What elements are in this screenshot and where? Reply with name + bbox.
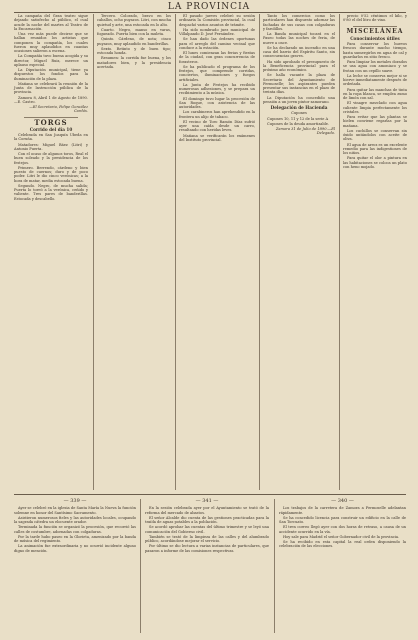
paragraph: La leche se conserva mejor si se hierve inmediatamente después de ordeñada. [343, 73, 407, 87]
paragraph: Sexto. Retinto y de buen tipo; estocada honda. [97, 46, 171, 55]
section-divider [353, 26, 397, 27]
paragraph: El tren correo llegó ayer con dos horas de retraso, a causa de un accidente ocurrido en la vía. [279, 525, 406, 534]
paragraph: El agua de arroz es un excelente remedio para las indigestiones de los niños. [343, 142, 407, 155]
column-5 [343, 14, 407, 170]
column-divider [259, 14, 260, 490]
paragraph: También se trató de la limpieza de las calles y del alumbrado público, acordándose mejorar el servicio. [145, 534, 269, 543]
paragraph: Una vez más puede decirse que se hallan reunidos los artistas que componen la compañía, los cuales fueron muy aplaudidos en cuantas ocasiones salieron a escena. [14, 32, 88, 53]
signature: —El Secretario, Felipe González Cardós. [29, 105, 88, 114]
section-heading-torgs: TORGS [34, 117, 68, 127]
paragraph: Mañana se verificarán los exámenes del Instituto provincial. [179, 133, 255, 142]
paragraph: Se ha concedido licencia para construir un edificio en la calle de San Torcuato. [279, 515, 406, 524]
paragraph: Para conservar los huevos frescos durante mucho tiempo, basta sumergirlos en agua de cal y guardarlos en sitio fresco. [343, 42, 407, 59]
section-rule [14, 494, 406, 495]
paragraph: La Junta de Festejos ha recibido numerosas adhesiones, y se prepara un recibimiento a la música. [179, 82, 255, 96]
paragraph: Mañana se celebrará la reunión de la Junta de Instrucción pública de la provincia. [14, 81, 88, 95]
column-3 [179, 14, 255, 143]
paragraph: Se acordó aprobar las cuentas del último trimestre y se leyó una comunicación del Gobierno civil. [145, 525, 269, 534]
paragraph: Primero. Berrendo, cárdeno y bien puesto de cuernos; duro y de poco poder. Litri le dio cinco verónicas; a la hora de matar, media estocada buena. [14, 165, 88, 183]
paragraph: Celebrada en San Joaquín Ubeda en la Coruña. [14, 133, 88, 142]
paragraph: La campaña del Gran teatro sigue dejando satisfecho al público, el cual acude la noche del martes al Teatro de la Encarnación. [14, 14, 88, 31]
column-4 [263, 14, 335, 137]
paragraph: Para limpiar los metales dorados se usa agua con amoniaco y se frotan con un cepillo suave. [343, 60, 407, 73]
paragraph: Ha sido aprobado el presupuesto de la Beneficencia provincial para el próximo año económico. [263, 59, 335, 72]
paragraph: Se ha declarado un incendio en una casa del barrio del Espíritu Santo, sin consecuencias graves. [263, 45, 335, 59]
paragraph: El domingo tuvo lugar la procesión de San Roque, con asistencia de las autoridades. [179, 96, 255, 109]
section-subheading: Cupones [291, 111, 307, 116]
paragraph: La Diputación municipal, tiene ya dispuestos los fondos para la iluminación de la plaza. [14, 68, 88, 81]
paragraph: Tanto los comercios como los particulares han dispuesto adornar las fachadas de sus casas con colgaduras y farolillos. [263, 14, 335, 31]
section-subheading: Conocimientos útiles [350, 35, 400, 41]
page-number: — 340 — [331, 498, 354, 504]
column-divider [274, 499, 275, 633]
paragraph: Quinto. Cárdeno, de nota; cinco puyazos, muy aplaudido en banderillas. [97, 37, 171, 46]
newspaper-title: LA PROVINCIA [167, 2, 251, 12]
paragraph: Se halla vacante la plaza de Secretario del Ayuntamiento de Fermoselle; los aspirantes pueden presentar sus instancias en el plazo de treinta días. [263, 73, 335, 95]
paragraph: El vecino de Toro Ramón Díaz sufrió ayer una caída desde un carro, resultando con heridas leves. [179, 119, 255, 133]
paragraph: Ha sido nombrado juez municipal de Villalpando D. José Fernández. [179, 27, 255, 36]
bottom-column-middle [145, 499, 269, 554]
column-divider [339, 14, 340, 490]
paragraph: Terminada la función se organizó la procesión, que recorrió las calles de costumbre, adornadas con colgaduras. [14, 525, 136, 534]
paragraph: Para quitar el olor a pintura en las habitaciones se coloca un plato con heno mojado. [343, 156, 407, 169]
paragraph: Ayer se celebró en la iglesia de Santa María la Nueva la función solemne en honor del Santísimo Sacramento. [14, 506, 136, 515]
masthead-rule [14, 12, 406, 13]
bottom-column-right [279, 499, 406, 550]
paragraph: El señor Alcalde dio cuenta de las gestiones practicadas para la traída de aguas potables a la población. [145, 515, 269, 524]
paragraph: Se han dado las órdenes oportunas para el arreglo del camino vecinal que conduce a la estación. [179, 37, 255, 50]
paragraph: Se ha recibido en esta capital la real orden disponiendo la celebración de las elecciones. [279, 540, 406, 549]
column-divider [93, 14, 94, 490]
paragraph: Zamora 8, Abril 1 de Agosto de 1890.—E. Castro. [14, 95, 88, 104]
paragraph: El pasado jueves celebró su sesión ordinaria la Comisión provincial, la cual despachó varios asuntos de trámite. [179, 14, 255, 27]
paragraph: Cupones 10, 11 y 12 de la serie A [267, 116, 329, 121]
paragraph: Los carabineros han aprehendido en la frontera un alijo de tabaco. [179, 110, 255, 119]
masthead [0, 2, 418, 12]
paragraph: Hoy sale para Madrid el señor Gobernador civil de la provincia. [283, 534, 400, 539]
paragraph: Cupones de la deuda amortizable. [267, 121, 330, 126]
paragraph: Los trabajos de la carretera de Zamora a Fermoselle adelantan rápidamente. [279, 506, 406, 515]
paragraph: La Compañía tuvo buena acogida y su director, Miguel Ruiz, merece un aplauso especial. [14, 54, 88, 67]
column-divider [175, 14, 176, 490]
paragraph: La Diputación ha concedido una pensión a un joven pintor zamorano. [263, 95, 335, 104]
paragraph: En la sesión celebrada ayer por el Ayuntamiento se trató de la reforma del mercado de abastos. [145, 506, 269, 515]
column-divider [140, 499, 141, 633]
paragraph: Asistieron numerosos fieles y las autoridades locales, ocupando la sagrada cátedra un elocuente orador. [14, 515, 136, 524]
paragraph: Tercero. Colorado, bravo en los caballos, ocho puyazos. Litri, con mucha quietud y arte, una estocada en lo alto. [97, 14, 171, 27]
section-heading-hacienda: Delegación de Hacienda [270, 105, 328, 110]
paragraph: Segundo. Negro, de mucha salida; Puerta lo toreó a la verónica, ceñido y valiente. Tres pares de banderillas. Estocada y descabello. [14, 183, 88, 201]
paragraph: Para evitar que las plantas se hielen conviene regarlas por la mañana. [343, 115, 407, 128]
paragraph: Matadores: Miguel Báez (Litri) y Antonio Puerta. [14, 142, 88, 151]
page-number: — 339 — [63, 498, 87, 504]
paragraph: Se ha publicado el programa de los festejos, que comprende corridas, conciertos, iluminaciones y fuegos artificiales. [179, 64, 255, 82]
paragraph: La animación fue extraordinaria y no ocurrió incidente alguno digno de mención. [14, 544, 136, 553]
paragraph: Cuarto. Negro, manso en varas, fogueado. Puerta bien con la muleta. [97, 27, 171, 36]
paragraph: Para quitar las manchas de tinta en la ropa blanca, se emplea zumo de limón con sal. [343, 87, 407, 100]
column-1 [14, 14, 88, 202]
signature: Zamora 31 de Julio de 1890.—El Delegado. [275, 127, 335, 136]
column-2 [97, 14, 171, 70]
section-subheading: Corrido del día 10 [29, 126, 73, 132]
section-heading-miscelanea: MISCELÁNEA [346, 27, 404, 35]
paragraph: Por último se dio lectura a varias instancias de particulares, que pasaron a informe de las comisiones respectivas. [145, 544, 269, 553]
paragraph: El vinagre mezclado con agua caliente limpia perfectamente los cristales. [343, 101, 407, 114]
paragraph: precio 0'52 céntimos el kilo, y 0'80 el del litro de vino. [343, 14, 407, 23]
paragraph: Con el ocaso de algunos toros, Real el buen soleado y la presidencia de los festejos. [14, 152, 88, 165]
paragraph: El lunes comienzan las ferias y fiestas de la ciudad, con gran concurrencia de forasteros. [179, 51, 255, 64]
paragraph: Por la tarde hubo paseo en la Glorieta, amenizado por la banda de música del regimiento. [14, 534, 136, 543]
paragraph: La Banda municipal tocará en el Paseo todas las noches de feria, de nueve a once. [263, 32, 335, 45]
page-number: — 341 — [195, 498, 219, 504]
bottom-column-left [14, 499, 136, 554]
paragraph: Los cuchillos se conservan sin óxido untándolos con aceite de oliva. [343, 128, 407, 142]
paragraph: Resumen: la corrida fue buena, y los matadores bien, y la presidencia acertada. [97, 56, 171, 69]
